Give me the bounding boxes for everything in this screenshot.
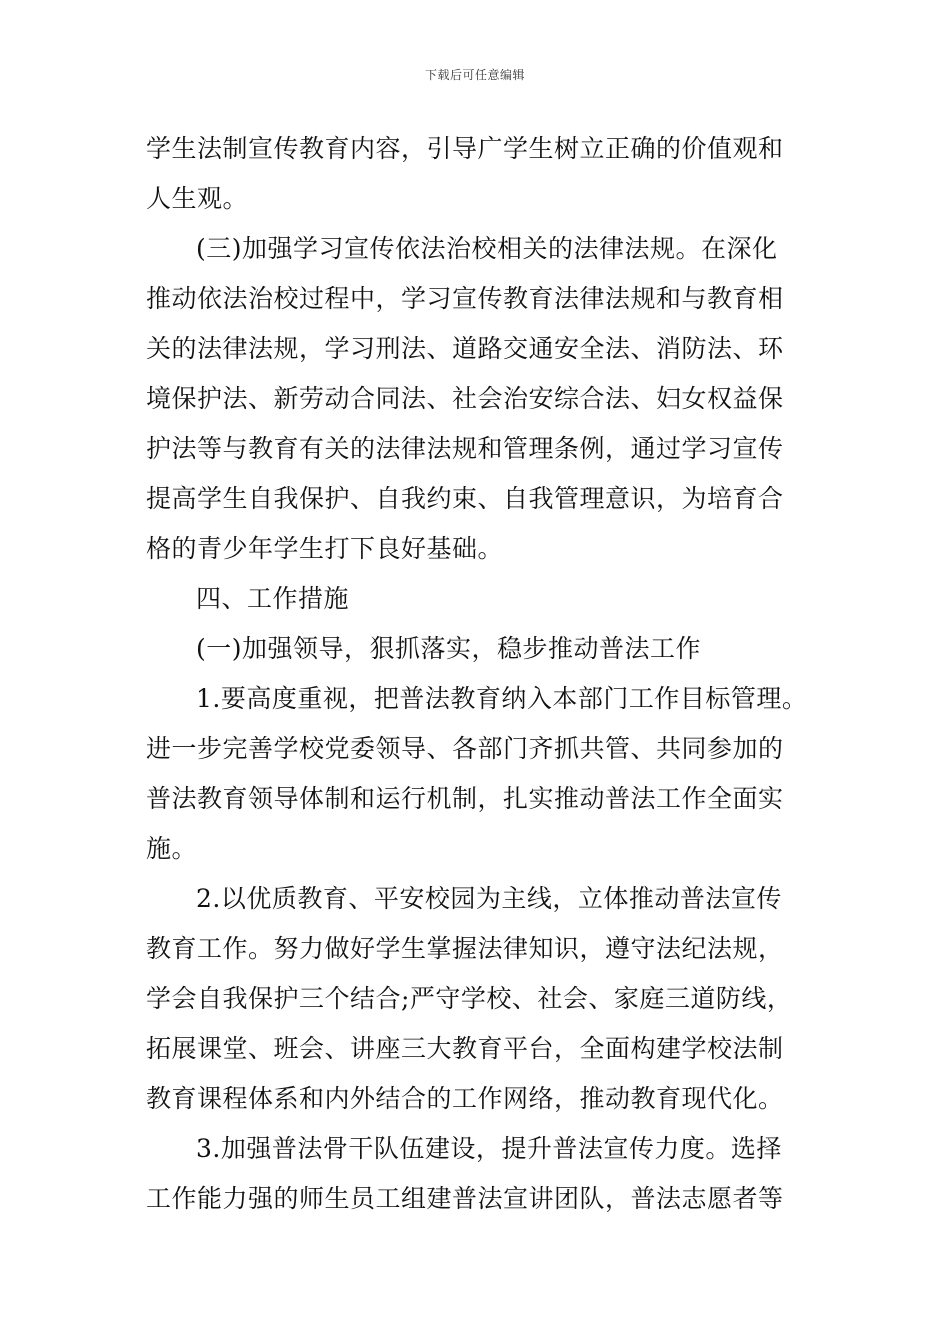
- subsection-heading: (一)加强领导，狠抓落实，稳步推动普法工作: [196, 634, 702, 663]
- text-line: 关的法律法规，学习刑法、道路交通安全法、消防法、环: [146, 334, 784, 363]
- text-line: 人生观。: [146, 184, 249, 213]
- text-line: 工作能力强的师生员工组建普法宣讲团队，普法志愿者等: [146, 1184, 784, 1213]
- text-line: 护法等与教育有关的法律法规和管理条例，通过学习宣传: [146, 434, 784, 463]
- text-line: 教育课程体系和内外结合的工作网络，推动教育现代化。: [146, 1084, 784, 1113]
- text-line: (三)加强学习宣传依法治校相关的法律法规。在深化: [196, 234, 778, 263]
- text-line: 3.加强普法骨干队伍建设，提升普法宣传力度。选择: [196, 1134, 782, 1163]
- text-line: 拓展课堂、班会、讲座三大教育平台，全面构建学校法制: [146, 1034, 784, 1063]
- text-line: 推动依法治校过程中，学习宣传教育法律法规和与教育相: [146, 284, 784, 313]
- text-line: 进一步完善学校党委领导、各部门齐抓共管、共同参加的: [146, 734, 784, 763]
- text-line: 境保护法、新劳动合同法、社会治安综合法、妇女权益保: [146, 384, 784, 413]
- text-line: 1.要高度重视，把普法教育纳入本部门工作目标管理。: [196, 684, 808, 713]
- header-note: 下载后可任意编辑: [424, 68, 525, 82]
- section-heading: 四、工作措施: [196, 584, 350, 613]
- text-line: 2.以优质教育、平安校园为主线，立体推动普法宣传: [196, 884, 782, 913]
- text-line: 格的青少年学生打下良好基础。: [146, 534, 504, 563]
- text-line: 学会自我保护三个结合;严守学校、社会、家庭三道防线，: [146, 984, 793, 1013]
- text-line: 教育工作。努力做好学生掌握法律知识，遵守法纪法规，: [146, 934, 784, 963]
- text-line: 提高学生自我保护、自我约束、自我管理意识，为培育合: [146, 484, 784, 513]
- text-line: 普法教育领导体制和运行机制，扎实推动普法工作全面实: [146, 784, 784, 813]
- text-line: 学生法制宣传教育内容，引导广学生树立正确的价值观和: [146, 134, 784, 163]
- text-line: 施。: [146, 834, 198, 863]
